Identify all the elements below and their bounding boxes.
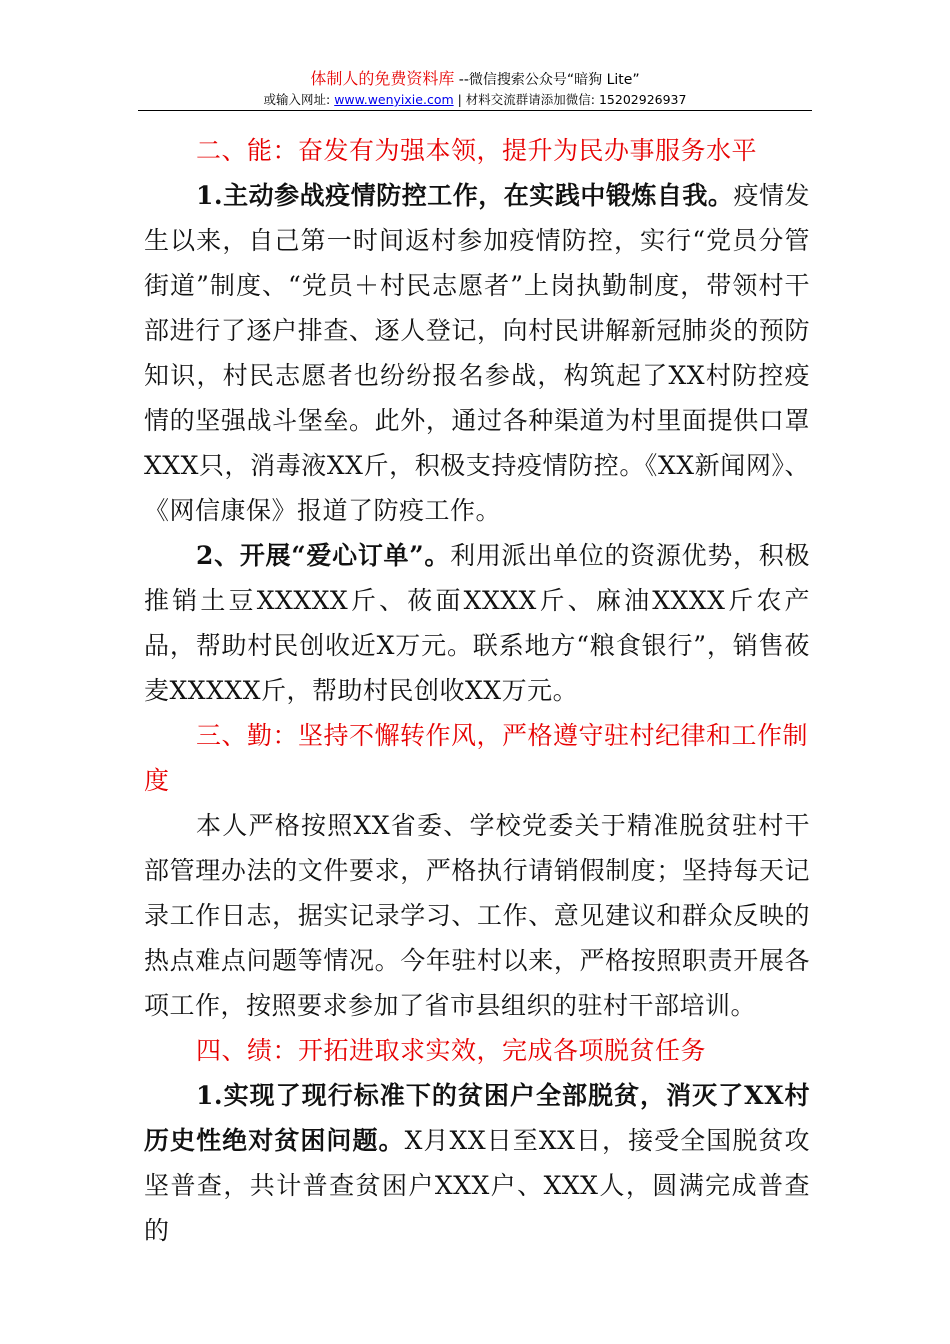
- header-title: [0, 70, 950, 89]
- paragraph-text: X月XX日至XX日，接受全国脱贫攻坚普查，共计普查贫困户XXX户、XXX人，圆满完成普查的: [144, 1126, 810, 1245]
- header-subline: [0, 92, 950, 108]
- paragraph-lead: 1.实现了现行标准下的贫困户全部脱贫，消灭了XX村历史性绝对贫困问题。: [144, 1081, 810, 1155]
- header-title-red: 体制人的免费资料库: [310, 69, 455, 88]
- section-heading-neng: 二、能：奋发有为强本领，提升为民办事服务水平: [196, 136, 758, 165]
- section-heading-qin: 三、勤：坚持不懈转作风，严格遵守驻村纪律和工作制度: [144, 721, 809, 795]
- section-heading-ji: 四、绩：开拓进取求实效，完成各项脱贫任务: [196, 1036, 707, 1065]
- header-url-prefix: 或输入网址:: [263, 92, 335, 107]
- paragraph-text: 本人严格按照XX省委、学校党委关于精准脱贫驻村干部管理办法的文件要求，严格执行请销假制度；坚持每天记录工作日志，据实记录学习、工作、意见建议和群众反映的热点难点问题等情况。今年驻村以来，严格按照职责开展各项工作，按照要求参加了省市县组织的驻村干部培训。: [144, 811, 810, 1020]
- paragraph-poverty-relief: [144, 1073, 810, 1253]
- header-title-rest: --微信搜索公众号“暗狗 Lite”: [454, 72, 640, 88]
- document-body: [144, 128, 810, 1253]
- paragraph-text: 疫情发生以来，自己第一时间返村参加疫情防控，实行“党员分管街道”制度、“党员＋村民志愿者”上岗执勤制度，带领村干部进行了逐户排查、逐人登记，向村民讲解新冠肺炎的预防知识，村民志愿者也纷纷报名参战，构筑起了XX村防控疫情的坚强战斗堡垒。此外，通过各种渠道为村里面提供口罩XXX只，消毒液XX斤，积极支持疫情防控。《XX新闻网》、《网信康保》报道了防疫工作。: [144, 181, 810, 525]
- header-contact: | 材料交流群请添加微信: 15202926937: [453, 92, 687, 107]
- paragraph-discipline: [144, 803, 810, 1028]
- header-url-link[interactable]: www.wenyixie.com: [334, 92, 454, 107]
- paragraph-love-orders: [144, 533, 810, 713]
- header-divider: [138, 110, 812, 111]
- paragraph-text: 利用派出单位的资源优势，积极推销土豆XXXXX斤、莜面XXXX斤、麻油XXXX斤农产品，帮助村民创收近X万元。联系地方“粮食银行”，销售莜麦XXXXX斤，帮助村民创收XX万元。: [144, 541, 810, 705]
- paragraph-lead: 1.主动参战疫情防控工作，在实践中锻炼自我。: [196, 181, 734, 210]
- paragraph-lead: 2、开展“爱心订单”。: [196, 541, 451, 570]
- paragraph-epidemic-control: [144, 173, 810, 533]
